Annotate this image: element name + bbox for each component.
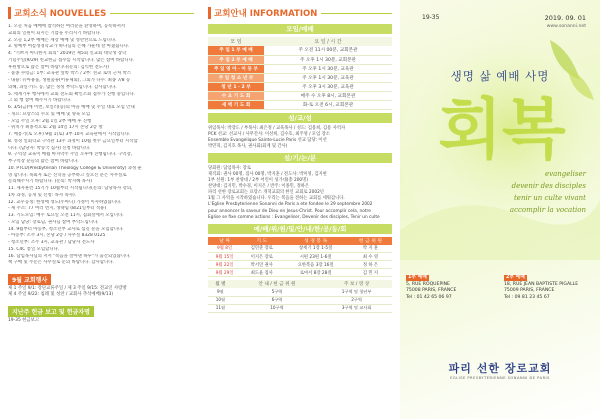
cover-motto: [436, 168, 586, 216]
news-item: 니다. (담당자: 박승국 집사) 신청 바랍니다.: [8, 145, 91, 151]
roster-cell: 로마서 8장 28절: [282, 269, 349, 277]
roster-cell: 김 민 지: [349, 269, 392, 277]
roster-table: [208, 237, 392, 278]
service-name: 주 일 영 아 · 아 동 부: [208, 64, 264, 73]
service-row: [208, 100, 392, 109]
offering-text: 19-35 헌금보고: [8, 317, 40, 323]
event-text: 제 1 주일 9/1: 강단교류주일 / 제 3 주일 9/15: 전교인 사랑방: [8, 286, 127, 291]
ministry-text: [208, 166, 392, 221]
duty-cell: 2구역: [321, 296, 392, 304]
news-item: 4. "기쁘지 아니한지 회의" 2019년 제5회 신교회 대학생 장학: [8, 51, 127, 56]
service-time: 주 오전 11시 00분, 교회본관: [264, 46, 392, 55]
service-name: 청 년 1 · 2 부: [208, 82, 264, 91]
bulletin-volume: 19-35: [422, 14, 440, 21]
church-name: 파리 선한 장로교회: [448, 362, 552, 375]
address-line: 75009 PARIS, FRANCE: [504, 288, 555, 294]
service-name: 주 일 1 부 예 배: [208, 46, 264, 55]
staff-text: [208, 126, 392, 150]
service-row: [208, 73, 392, 82]
church-subtitle: EGLISE PRESBYTERIENNE SONANNI DE PARIS: [450, 376, 550, 380]
news-item: 1. 오늘 처음 예배에 참석하신 여러분을 환영하며, 등록하셔서: [8, 24, 126, 29]
news-item: 8. 성경 일회학교 구역관 13주 과정이 10월 첫주 금요일부터 시작합: [8, 138, 138, 144]
staff-line: PCK 선교: 선교사 / 사무간사: 이선희, 김수호, 최주영 / 모임 장소: [208, 131, 330, 137]
motto-line: tenir un culte vivant: [513, 194, 586, 202]
news-item: 13. 기도모임: 매주 토요일 오전 11시, 집회실에서 모입니다.: [8, 213, 124, 218]
news-section-header: [8, 6, 194, 20]
service-row: [208, 46, 392, 55]
roster-col: 기 도: [241, 237, 282, 245]
info-panel: [200, 0, 400, 419]
duty-col: 주 보 / 영 상: [321, 280, 392, 288]
roster-cell: 시편 23편 1-6절: [282, 253, 349, 261]
news-item: - 새 주소: 77 여러 번지, 생략됨 (8/21일부터 적용): [8, 206, 107, 212]
motto-line: devenir des disciples: [511, 182, 586, 190]
news-item: - 불종 수령금: 1부: 교육관 앞쪽 박스 / 2부: 친교 로비 근처 박스: [8, 71, 132, 77]
news-item: - 청소년부: 조주 3시, 교육관 / 담당자 전도사: [8, 240, 95, 245]
roster-cell: 김민준 장로: [241, 245, 282, 253]
service-row: [208, 55, 392, 64]
roster-cell: 9월 15일: [208, 253, 241, 261]
roster-cell: 이지은 장로: [241, 253, 282, 261]
news-item: 15. C4C 통일 모임합니다.: [8, 246, 60, 252]
staff-band: 섬/교/섬: [208, 113, 392, 123]
roster-cell: 최도윤 집사: [241, 269, 282, 277]
service-band: 모임/예배: [208, 24, 392, 34]
roster-row: [208, 245, 392, 253]
duty-cell: 1구역 및 청년부: [321, 288, 392, 296]
news-item: 1차 과정, 공개 및 신청: 목사 목사).: [8, 192, 77, 198]
info-section-header: [208, 6, 392, 20]
section-divider: [321, 13, 392, 14]
cover-title: 회복: [438, 90, 566, 168]
website-link[interactable]: www.sonanni.net: [546, 24, 586, 29]
duty-cell: 6구역: [233, 296, 321, 304]
roster-cell: 박 지 훈: [349, 245, 392, 253]
service-row: [208, 91, 392, 100]
news-item: 3. 명예부 여름성경학교가 하나님의 은혜 가운데 잘 마쳤습니다.: [8, 44, 130, 50]
news-item: - 모임 담당: 장로님, 권사님 참여 부탁드립니다.: [8, 219, 99, 225]
duty-cell: 9월: [208, 288, 233, 296]
ministry-line: pour annoncer la saveur de Dieu en Jesus-Christ. Pour accomplir cela, notre: [208, 208, 371, 214]
duty-cell: 5구역: [233, 288, 321, 296]
event-band: 9월 교회행사: [8, 274, 51, 285]
offering-band: 지난주 헌금 보고 및 헌금자명: [8, 306, 94, 317]
cover-slogan: 생명 삶 예배 사명: [450, 69, 550, 83]
motto-line: accomplir la vocation: [509, 206, 586, 214]
news-item: 9. 구역장 교육이 매월 마지막주 주일 오후에 진행됩니다. 구역장,: [8, 152, 133, 158]
address-line: Tel : 09 81 23 45 67: [504, 294, 550, 300]
cover-panel: [400, 0, 600, 419]
service-time: 주 오후 1시 30분, 교회본관: [264, 55, 392, 64]
news-item: 기념주일(9/29) 친교헌금 접수를 시작합니다. 많은 참여 바랍니다.: [8, 57, 135, 63]
duty-row: [208, 296, 392, 304]
news-item: 14. 9월부터 아동부, 청소년부 교사로 섬길 분을 모집합니다.: [8, 226, 124, 232]
service-row: [208, 82, 392, 91]
duty-cell: 10구역: [233, 304, 321, 312]
duty-table: [208, 280, 392, 313]
service-row: [208, 64, 392, 73]
news-item: 부구역장 분들의 많은 참여 바랍니다.: [8, 159, 79, 164]
roster-col: 날 짜: [208, 237, 241, 245]
news-section-title: 교회소식 NOUVELLES: [14, 9, 107, 19]
ministry-line: 파리 선한 장로교회는 프랑스 개혁교회의 한인 교회로 2002년: [208, 190, 324, 196]
news-item: - 아동부: 조주 3시, 본당 2층 / 사무실 8328 0125: [8, 233, 106, 239]
address-service-1: [406, 275, 496, 301]
news-item: - 개요: 프랑스의 수요 및 예배 및 양육 모임: [8, 111, 91, 117]
address-line: 75008 PARIS, FRANCE: [406, 288, 457, 294]
news-item: 의해, 과일·카드 등, 많은 정성 부탁드립니다. 감사합니다.: [8, 84, 117, 90]
duty-cell: 3구역 및 교사회: [321, 304, 392, 312]
ministry-line: 1부 선원: 1부 찬양대 / 2부 어린이 성가대(총 200명): [208, 178, 308, 184]
duty-row: [208, 304, 392, 312]
news-item: 그 외 행 참여 해주시기 바랍니다.: [8, 98, 72, 104]
section-marker: [8, 7, 11, 19]
service-time: 주 오후 1시 30분, 교육관: [264, 64, 392, 73]
duty-col: 월 별: [208, 280, 233, 288]
cover-title-art: [412, 82, 592, 172]
service-col-name: 모 임: [208, 37, 264, 46]
roster-col: 성 경 봉 독: [282, 237, 349, 245]
duty-row: [208, 288, 392, 296]
news-item: - 모임 주일 오후: 2월 1일 2부 예배 후 진행: [8, 118, 92, 124]
service-time: 화-토 오전 6시, 교회본관: [264, 100, 392, 109]
news-item: - 위치가 최종적으로: 2월 14일 17시 본당 2층 방: [8, 125, 103, 131]
roster-cell: 9월 22일: [208, 261, 241, 269]
roster-row: [208, 253, 392, 261]
info-section-title: 교회안내 INFORMATION: [214, 9, 318, 19]
news-item: 후원방으로 많은 참여 바랍니다(문의: 김익현 전도사): [8, 64, 109, 70]
service-col-time: 요 일 / 시 간: [264, 37, 392, 46]
roster-cell: 창세기 1장 1-5절: [282, 245, 349, 253]
news-item: 16. 담임목사님의 저서 "복음을 살아낸 하루"가 출간되었습니다.: [8, 253, 131, 259]
address-heading: 2부 예배: [506, 275, 525, 280]
roster-col: 헌 금 위 원: [349, 237, 392, 245]
duty-cell: 11월: [208, 304, 233, 312]
staff-line: 박민혁, 김지호 목사, 권사회(회계 및 간사): [208, 143, 288, 149]
ministry-line: L'Eglise Presbyterienne Sonanni de Paris a ete fondee le 29 septembre 2002: [208, 202, 373, 208]
roster-band: 예/배/위/원/및/안/내/한/공/동/회: [208, 224, 392, 234]
service-time: 주 오후 3시 30분, 교육관: [264, 82, 392, 91]
service-time: 주 오후 1시 30분, 교육관: [264, 73, 392, 82]
roster-row: [208, 269, 392, 277]
section-divider: [110, 13, 194, 14]
service-name: 주 일 2 부 예 배: [208, 55, 264, 64]
address-line: 5, RUE ROQUEPINE: [406, 282, 450, 288]
roster-cell: 9월 29일: [208, 269, 241, 277]
motto-line: evangeliser: [545, 170, 586, 178]
news-item: 6. 3/5(금)에 이번, 보일러(등)의 마을 예배 및 주일 대표 모임 안내: [8, 105, 135, 110]
service-name: 주 일 청 소 년 부: [208, 73, 264, 82]
service-name: 수 요 기 도 회: [208, 91, 264, 100]
ministry-line: 1월 그 사역을 시작하였습니다. 우리는 복음을 전하는 교회를 세워갑니다.: [208, 196, 345, 202]
roster-cell: 요한복음 3장 16절: [282, 261, 349, 269]
bulletin-date: 2019. 09. 01: [544, 14, 586, 22]
news-item: 7. 예봉기(토 오후) 9월 1(토) 3부 10시 교육관에서 시작합니다.: [8, 132, 131, 137]
news-item: 5. 세계기후 행사에서 교회 전도회 확인조회 접수가 진행 중입니다.: [8, 91, 136, 97]
news-item: 영 합니다. 목회자 또는 신학을 공부하고 싶으신 분은 사무실로: [8, 172, 127, 178]
service-table: [208, 37, 392, 110]
section-marker: [208, 7, 211, 19]
event-text-2: 제 4 주일 9/22: 침례 및 성찬 / 교회사 추석예배(9/13): [8, 292, 114, 298]
address-service-2: [504, 275, 594, 301]
ministry-band: 섬/기/는/분: [208, 153, 392, 163]
address-line: Tel : 01 42 65 06 97: [406, 294, 452, 300]
news-item: 11. 제자훈련 15기가 10월부터 시작됩니다(문의: 담당목사 강의,: [8, 186, 133, 191]
address-heading: 1부 예배: [408, 275, 427, 280]
ministry-line: 찬양대: 김지민, 박수경, 이지은 / 반주: 이종민, 정하은: [208, 184, 310, 190]
news-item: 10. PTCU(Presbyterian Theology College & University) 과정 운: [8, 165, 142, 171]
news-item: 2. 오늘 1,2부 예배는 계강 예배 및 성만찬으로 드립니다.: [8, 37, 117, 43]
roster-cell: 정 하 은: [349, 261, 392, 269]
roster-row: [208, 261, 392, 269]
ministry-line: 제직회: 권사 00명, 집사 00명, 박지훈 / 전도사: 박미영, 김지현: [208, 171, 327, 177]
roster-cell: 9월 8일: [208, 245, 241, 253]
service-time: 매주 수 오후 8시, 교회본관: [264, 91, 392, 100]
news-item: 책 구매 및 주문은 사무실로 문의 바랍니다. 감사합니다.: [8, 260, 114, 266]
ministry-line: 당회원: 담임목사: 장로: [208, 165, 251, 171]
ministry-line: Eglise se fixe comme actions : Evangeliser, Devenir des disciples, Tenir un culte: [208, 214, 380, 220]
address-line: 18, RUE JEAN BAPTISTE PIGALLE: [504, 282, 579, 288]
roster-cell: 박서연 권사: [241, 261, 282, 269]
news-list: [8, 24, 194, 267]
roster-cell: 최 수 영: [349, 253, 392, 261]
news-item: 교회의 일원이 되시는 기쁨을 누리시기 바랍니다.: [8, 30, 102, 36]
staff-line: Ensemble Evangelique Sainte-Lucie Paris 선교 담당: 이선: [208, 137, 327, 143]
news-item: 문의해주시기 바랍니다. (문의: 박지혜 목사): [8, 179, 92, 185]
duty-col: 안 내 / 헌 금 위 원: [233, 280, 321, 288]
news-item: - 내용: 유아용품, 생필품류(어류제외), 그외가 다수. 최종 7/8 등: [8, 78, 131, 83]
staff-line: 위임목사: 박장도 / 부목사: 최은정 / 교육목사 / 성도: 김용희, 김용 사역자: [208, 125, 346, 131]
duty-cell: 10월: [208, 296, 233, 304]
church-logo: [400, 360, 600, 380]
news-item: 12. 교우동정: 한성애 성도(두아니) 가정이 이사하였습니다.: [8, 199, 122, 205]
news-panel: [0, 0, 200, 419]
service-name: 새 벽 기 도 회: [208, 100, 264, 109]
